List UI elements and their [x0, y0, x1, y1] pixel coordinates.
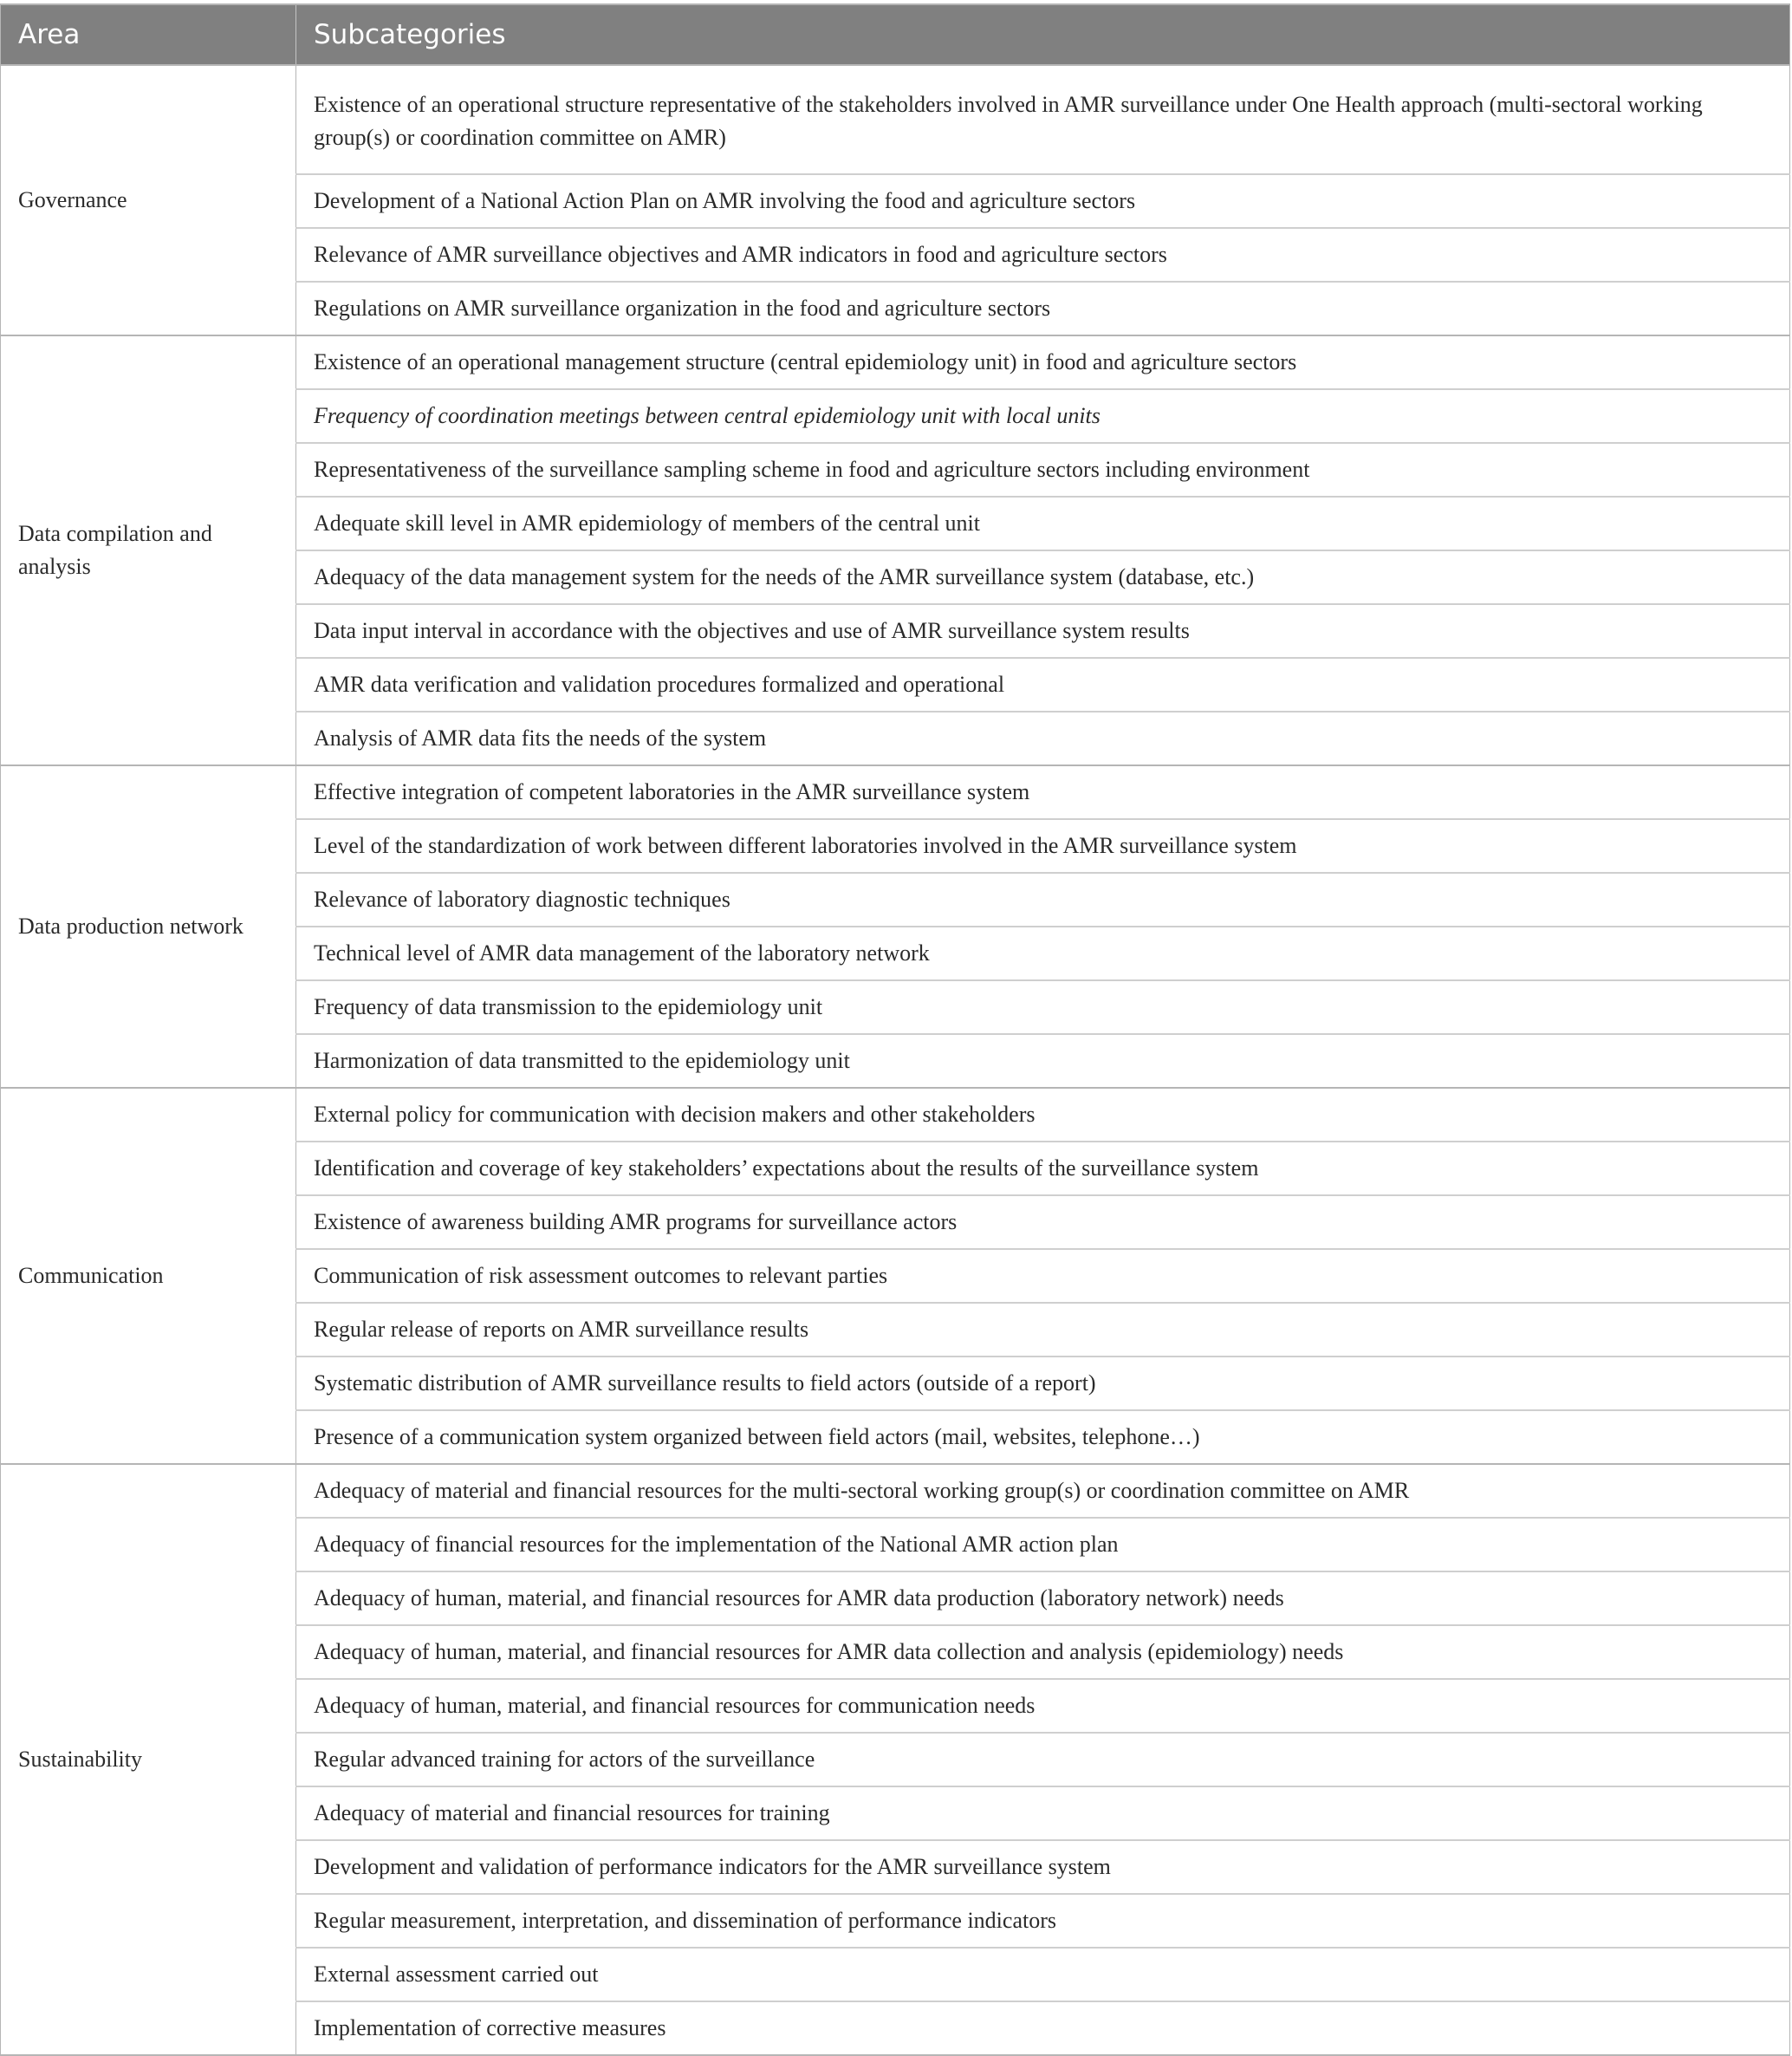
header-row [1, 4, 1790, 65]
subcategory-cell: Development and validation of performance indicators for the AMR surveillance system [296, 1840, 1790, 1894]
subcategory-cell: Adequacy of human, material, and financial resources for communication needs [296, 1679, 1790, 1733]
subcategory-cell: External policy for communication with decision makers and other stakeholders [296, 1088, 1790, 1142]
subcategory-cell: Adequacy of financial resources for the implementation of the National AMR action plan [296, 1518, 1790, 1571]
subcategories-table [0, 3, 1790, 2056]
subcategory-cell: Relevance of laboratory diagnostic techniques [296, 873, 1790, 927]
subcategory-cell: Frequency of data transmission to the epidemiology unit [296, 980, 1790, 1034]
subcategory-cell: Regular advanced training for actors of the surveillance [296, 1733, 1790, 1786]
subcategory-cell: AMR data verification and validation procedures formalized and operational [296, 658, 1790, 712]
area-cell: Communication [1, 1088, 296, 1464]
subcategory-cell: External assessment carried out [296, 1948, 1790, 2001]
subcategory-cell: Regulations on AMR surveillance organization in the food and agriculture sectors [296, 282, 1790, 335]
subcategory-cell: Existence of an operational management structure (central epidemiology unit) in food and agriculture sectors [296, 335, 1790, 389]
table-body [1, 65, 1790, 2055]
header-subcategories: Subcategories [296, 4, 1790, 65]
table-row [1, 1088, 1790, 1142]
area-cell: Sustainability [1, 1464, 296, 2055]
subcategory-cell: Communication of risk assessment outcomes to relevant parties [296, 1249, 1790, 1303]
subcategory-cell: Adequate skill level in AMR epidemiology of members of the central unit [296, 497, 1790, 550]
subcategory-cell: Relevance of AMR surveillance objectives and AMR indicators in food and agriculture sectors [296, 228, 1790, 282]
subcategory-cell: Existence of an operational structure representative of the stakeholders involved in AMR surveillance under One Health approach (multi-sectoral working group(s) or coordination committee on AMR) [296, 65, 1790, 174]
header-area: Area [1, 4, 296, 65]
subcategory-cell: Level of the standardization of work between different laboratories involved in the AMR surveillance system [296, 819, 1790, 873]
subcategory-cell: Systematic distribution of AMR surveillance results to field actors (outside of a report) [296, 1357, 1790, 1410]
subcategory-cell: Adequacy of the data management system for the needs of the AMR surveillance system (database, etc.) [296, 550, 1790, 604]
subcategory-cell: Adequacy of material and financial resources for training [296, 1786, 1790, 1840]
table-row [1, 335, 1790, 389]
subcategory-cell: Frequency of coordination meetings between central epidemiology unit with local units [296, 389, 1790, 443]
subcategory-cell: Development of a National Action Plan on AMR involving the food and agriculture sectors [296, 174, 1790, 228]
subcategory-cell: Technical level of AMR data management of the laboratory network [296, 927, 1790, 980]
subcategory-cell: Existence of awareness building AMR programs for surveillance actors [296, 1195, 1790, 1249]
subcategory-cell: Data input interval in accordance with the objectives and use of AMR surveillance system results [296, 604, 1790, 658]
subcategory-cell: Regular release of reports on AMR surveillance results [296, 1303, 1790, 1357]
table-row [1, 65, 1790, 174]
subcategory-cell: Identification and coverage of key stakeholders’ expectations about the results of the surveillance system [296, 1142, 1790, 1195]
subcategory-cell: Analysis of AMR data fits the needs of the system [296, 712, 1790, 765]
subcategory-cell: Implementation of corrective measures [296, 2001, 1790, 2055]
area-cell: Data production network [1, 765, 296, 1088]
subcategory-cell: Effective integration of competent laboratories in the AMR surveillance system [296, 765, 1790, 819]
subcategory-cell: Representativeness of the surveillance sampling scheme in food and agriculture sectors including environment [296, 443, 1790, 497]
table-row [1, 765, 1790, 819]
subcategory-cell: Regular measurement, interpretation, and dissemination of performance indicators [296, 1894, 1790, 1948]
area-cell: Data compilation and analysis [1, 335, 296, 765]
subcategory-cell: Presence of a communication system organized between field actors (mail, websites, telephone…) [296, 1410, 1790, 1464]
area-cell: Governance [1, 65, 296, 335]
subcategory-cell: Adequacy of material and financial resources for the multi-sectoral working group(s) or coordination committee on AMR [296, 1464, 1790, 1518]
table-row [1, 1464, 1790, 1518]
subcategory-cell: Harmonization of data transmitted to the epidemiology unit [296, 1034, 1790, 1088]
subcategory-cell: Adequacy of human, material, and financial resources for AMR data production (laboratory network) needs [296, 1571, 1790, 1625]
subcategory-cell: Adequacy of human, material, and financial resources for AMR data collection and analysis (epidemiology) needs [296, 1625, 1790, 1679]
